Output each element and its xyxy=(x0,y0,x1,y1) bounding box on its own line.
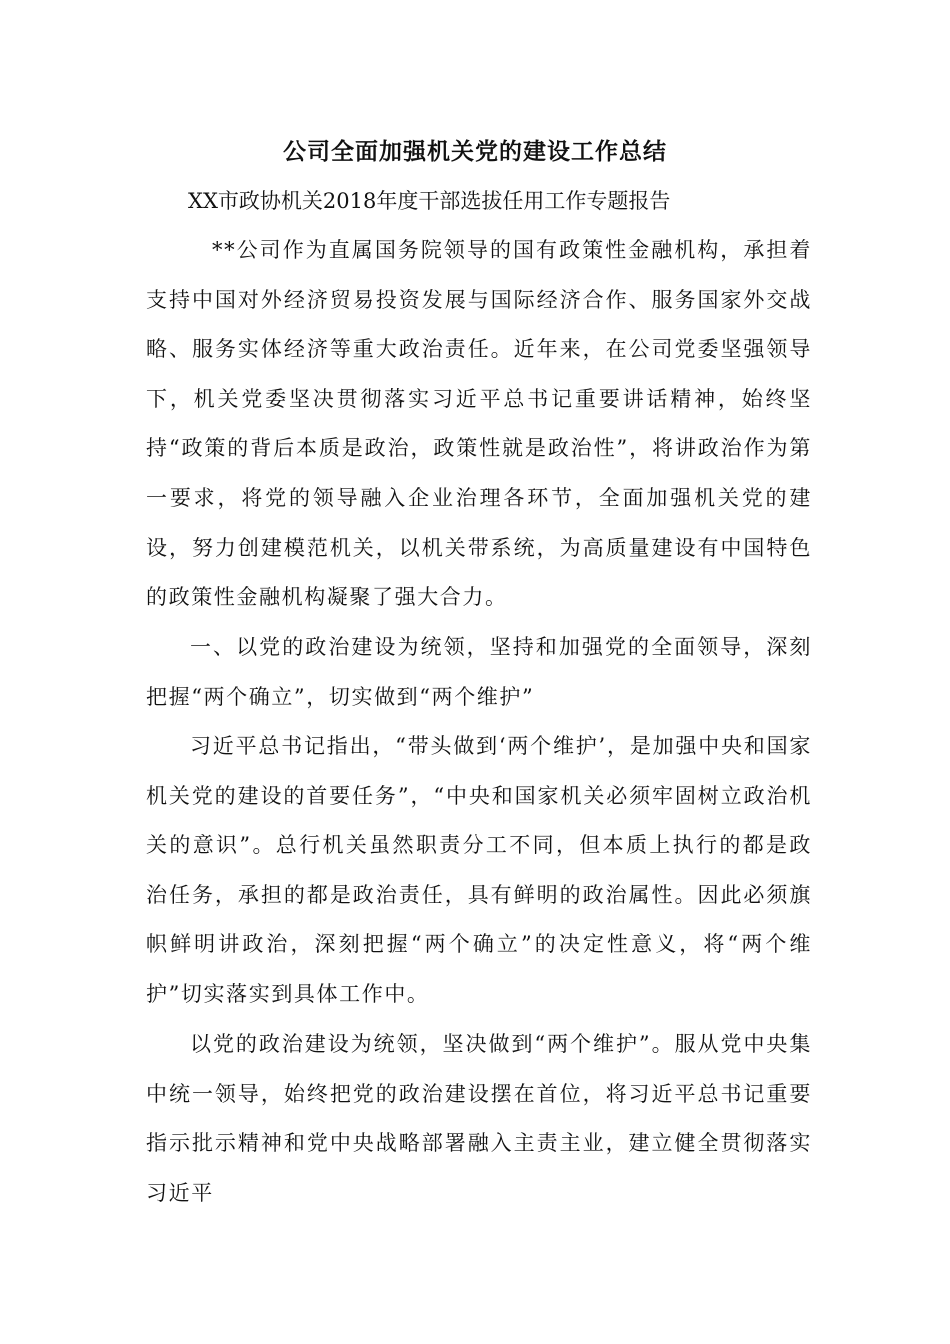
paragraph-intro: **公司作为直属国务院领导的国有政策性金融机构，承担着支持中国对外经济贸易投资发展与国际经济合作、服务国家外交战略、服务实体经济等重大政治责任。近年来，在公司党委坚强领导下，机关党委坚决贯彻落实习近平总书记重要讲话精神，始终坚持“政策的背后本质是政治，政策性就是政治性”，将讲政治作为第一要求，将党的领导融入企业治理各环节，全面加强机关党的建设，努力创建模范机关，以机关带系统，为高质量建设有中国特色的政策性金融机构凝聚了强大合力。 xyxy=(146,238,812,610)
section-heading-1: 一、以党的政治建设为统领，坚持和加强党的全面领导，深刻把握“两个确立”，切实做到“两个维护” xyxy=(146,635,812,709)
document-title: 公司全面加强机关党的建设工作总结 xyxy=(283,138,667,165)
paragraph-body: 以党的政治建设为统领，坚决做到“两个维护”。服从党中央集中统一领导，始终把党的政治建设摆在首位，将习近平总书记重要指示批示精神和党中央战略部署融入主责主业，建立健全贯彻落实习近平 xyxy=(146,1032,812,1205)
document-subtitle: XX市政协机关2018年度干部选拔任用工作专题报告 xyxy=(188,189,671,213)
paragraph-body: 习近平总书记指出，“带头做到‘两个维护’，是加强中央和国家机关党的建设的首要任务”，“中央和国家机关必须牢固树立政治机关的意识”。总行机关虽然职责分工不同，但本质上执行的都是政治任务，承担的都是政治责任，具有鲜明的政治属性。因此必须旗帜鲜明讲政治，深刻把握“两个确立”的决定性意义，将“两个维护”切实落实到具体工作中。 xyxy=(146,734,812,1006)
